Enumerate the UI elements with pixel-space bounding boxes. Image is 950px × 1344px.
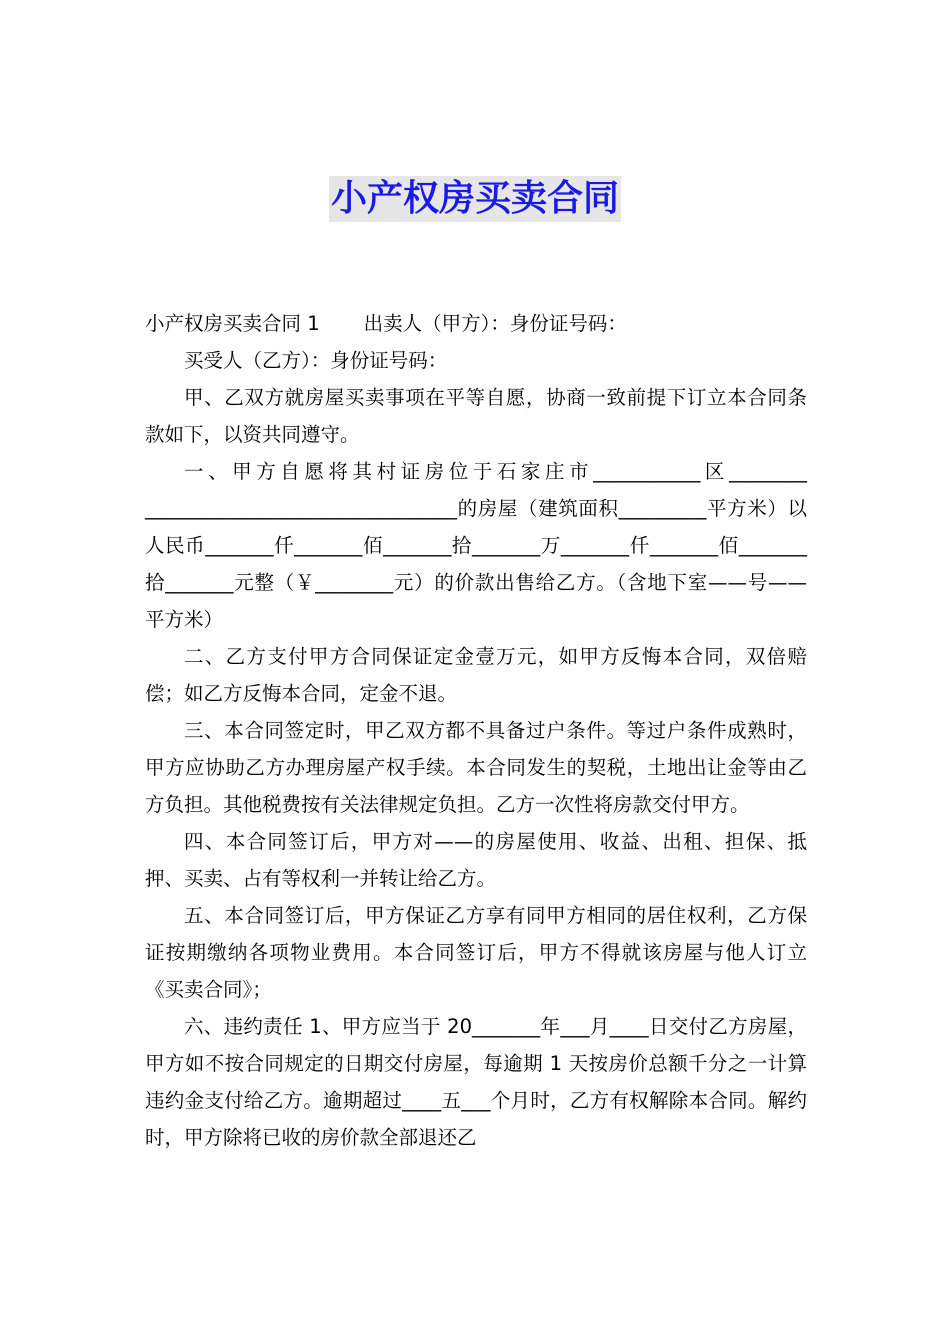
clause-4: 四、本合同签订后，甲方对——的房屋使用、收益、出租、担保、抵押、买卖、占有等权利一并转让给乙方。	[145, 830, 807, 890]
clause-3: 三、本合同签定时，甲乙双方都不具备过户条件。等过户条件成熟时，甲方应协助乙方办理房屋产权手续。本合同发生的契税，土地出让金等由乙方负担。其他税费按有关法律规定负担。乙方一次性将房款交付甲方。	[145, 719, 807, 816]
clause-5: 五、本合同签订后，甲方保证乙方享有同甲方相同的居住权利，乙方保证按期缴纳各项物业费用。本合同签订后，甲方不得就该房屋与他人订立《买卖合同》；	[145, 904, 807, 1001]
clause-2: 二、乙方支付甲方合同保证定金壹万元，如甲方反悔本合同，双倍赔偿；如乙方反悔本合同，定金不退。	[145, 645, 807, 705]
paragraph-preamble: 甲、乙双方就房屋买卖事项在平等自愿，协商一致前提下订立本合同条款如下，以资共同遵守。	[145, 386, 807, 446]
contract-heading: 小产权房买卖合同 1	[145, 312, 320, 335]
paragraph-header	[145, 305, 807, 342]
seller-line: 出卖人（甲方）：身份证号码：	[363, 312, 627, 335]
buyer-line: 买受人（乙方）：身份证号码：	[184, 349, 448, 372]
title-block	[0, 176, 950, 222]
clause-6: 六、违约责任 1、甲方应当于 20_______年___月____日交付乙方房屋，甲方如不按合同规定的日期交付房屋，每逾期 1 天按房价总额千分之一计算违约金支付给乙方。逾期超过____五___个月时，乙方有权解除本合同。解约时，甲方除将已收的房价款全部退还乙	[145, 1015, 807, 1149]
document-title: 小产权房买卖合同	[329, 176, 621, 222]
clause-1: 一、甲方自愿将其村证房位于石家庄市___________区________ ________________________________的房屋（建筑面积_________平方米）以人民币_______仟_______佰_______拾_______万_______仟_______佰_______拾_______元整（￥________元）的价款出售给乙方。（含地下室——号——平方米）	[145, 460, 807, 631]
contract-body	[145, 305, 807, 1156]
